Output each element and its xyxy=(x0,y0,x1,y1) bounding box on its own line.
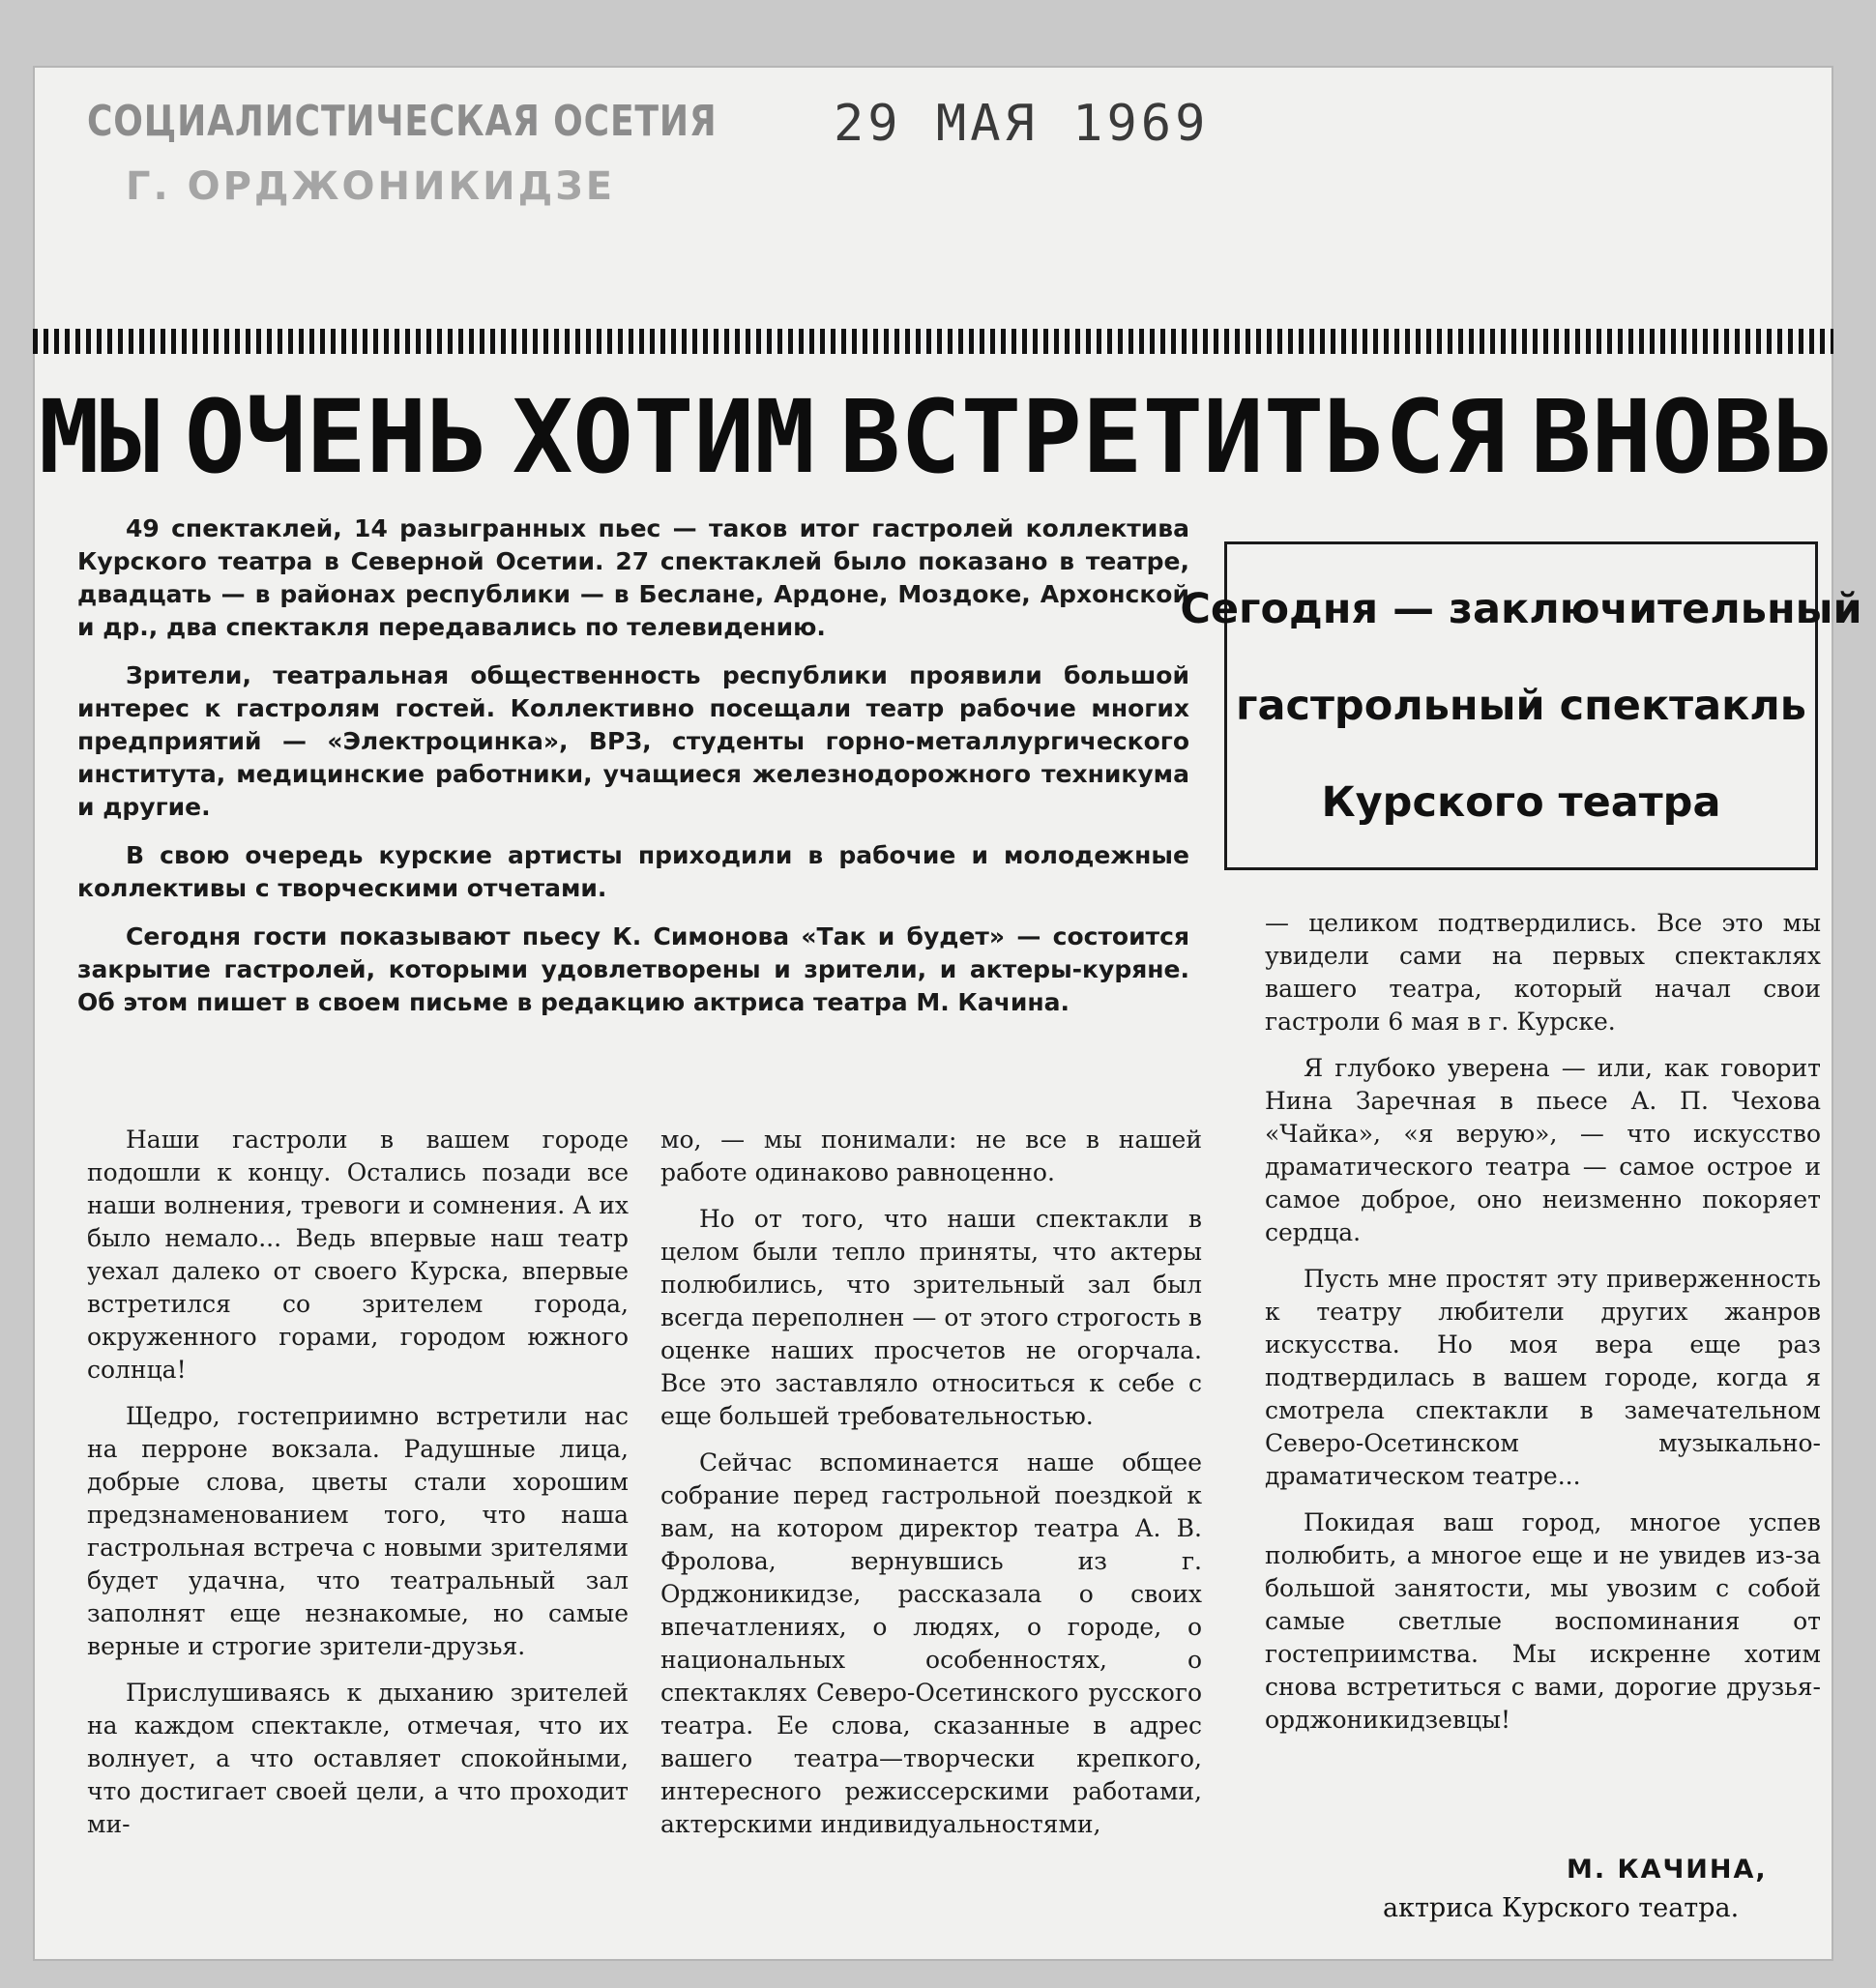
body-paragraph: Но от того, что наши спектакли в целом были тепло приняты, что актеры полюбились, что зрительный зал был всегда переполнен — от этого строгость в оценке наших просчетов не огорчала. Все это заставляло относиться к себе с еще большей требовательностью. xyxy=(660,1205,1202,1430)
article-column-3 xyxy=(1265,907,1821,1750)
notice-line: Курского театра xyxy=(1321,778,1721,827)
publication-city: Г. ОРДЖОНИКИДЗЕ xyxy=(126,164,616,209)
lead-paragraphs xyxy=(77,512,1189,1035)
header-rule xyxy=(33,329,1833,354)
headline-word: МЫ xyxy=(39,379,161,495)
headline xyxy=(39,379,1833,495)
body-paragraph: Наши гастроли в вашем городе подошли к концу. Остались позади все наши волнения, тревоги и сомнения. А их было немало... Ведь впервые наш театр уехал далеко от своего Курска, впервые встретился со зрителем города, окруженного горами, городом южного солнца! xyxy=(87,1126,629,1384)
date-stamp: 29 МАЯ 1969 xyxy=(834,95,1210,153)
article-column-1 xyxy=(87,1124,629,1855)
publication-name: СОЦИАЛИСТИЧЕСКАЯ ОСЕТИЯ xyxy=(87,97,718,146)
notice-box xyxy=(1180,541,1862,870)
body-paragraph: мо, — мы понимали: не все в нашей работе одинаково равноценно. xyxy=(660,1126,1202,1186)
body-paragraph: Щедро, гостеприимно встретили нас на перроне вокзала. Радушные лица, добрые слова, цветы стали хорошим предзнаменованием того, что наша гастрольная встреча с новыми зрителями будет удачна, что театральный зал заполнят еще незнакомые, но самые верные и строгие зрители-друзья. xyxy=(87,1402,629,1660)
notice-line: Сегодня — заключительный xyxy=(1180,585,1862,633)
body-paragraph: Сейчас вспоминается наше общее собрание перед гастрольной поездкой к вам, на котором директор театра А. В. Фролова, вернувшись из г. Орджоникидзе, рассказала о своих впечатлениях, о людях, о городе, о национальных особенностях, о спектаклях Северо-Осетинского русского театра. Ее слова, сказанные в адрес вашего театра—творчески крепкого, интересного режиссерскими работами, актерскими индивидуальностями, xyxy=(660,1448,1202,1838)
lead-paragraph: Зрители, театральная общественность республики проявили большой интерес к гастролям гостей. Коллективно посещали театр рабочие многих предприятий — «Электроцинка», ВРЗ, студенты горно-металлургического института, медицинские работники, учащиеся железнодорожного техникума и другие. xyxy=(77,661,1189,821)
lead-paragraph: 49 спектаклей, 14 разыгранных пьес — таков итог гастролей коллектива Курского театра в Северной Осетии. 27 спектаклей было показано в театре, двадцать — в районах республики — в Беслане, Ардоне, Моздоке, Архонской и др., два спектакля передавались по телевидению. xyxy=(77,514,1189,641)
body-paragraph: Я глубоко уверена — или, как говорит Нина Заречная в пьесе А. П. Чехова «Чайка», «я верую», — что искусство драматического театра — самое острое и самое доброе, оно неизменно покоряет сердца. xyxy=(1265,1054,1821,1246)
lead-paragraph: Сегодня гости показывают пьесу К. Симонова «Так и будет» — состоится закрытие гастролей, которыми удовлетворены и зрители, и актеры-куряне. Об этом пишет в своем письме в редакцию актриса театра М. Качина. xyxy=(77,922,1189,1016)
article-column-2 xyxy=(660,1124,1202,1855)
headline-word: ОЧЕНЬ xyxy=(184,379,487,495)
lead-paragraph: В свою очередь курские артисты приходили в рабочие и молодежные коллективы с творческими отчетами. xyxy=(77,841,1189,902)
author-role: актриса Курского театра. xyxy=(1383,1893,1740,1923)
author-signature: М. КАЧИНА, xyxy=(1567,1855,1768,1885)
body-paragraph: Пусть мне простят эту приверженность к театру любители других жанров искусства. Но моя вера еще раз подтвердилась в вашем городе, когда я смотрела спектакли в замечательном Северо-Осетинском музыкально-драматическом театре... xyxy=(1265,1265,1821,1490)
notice-line: гастрольный спектакль xyxy=(1236,682,1806,730)
headline-word: ВСТРЕТИТЬСЯ xyxy=(839,379,1507,495)
body-paragraph: — целиком подтвердились. Все это мы увидели сами на первых спектаклях вашего театра, который начал свои гастроли 6 мая в г. Курске. xyxy=(1265,909,1821,1036)
body-paragraph: Покидая ваш город, многое успев полюбить, а многое еще и не увидев из-за большой занятости, мы увозим с собой самые светлые воспоминания от гостеприимства. Мы искренне хотим снова встретиться с вами, дорогие друзья-орджоникидзевцы! xyxy=(1265,1508,1821,1734)
headline-word: ХОТИМ xyxy=(512,379,815,495)
body-paragraph: Прислушиваясь к дыханию зрителей на каждом спектакле, отмечая, что их волнует, а что оставляет спокойными, что достигает своей цели, а что проходит ми- xyxy=(87,1679,629,1838)
headline-word: ВНОВЬ xyxy=(1530,379,1833,495)
